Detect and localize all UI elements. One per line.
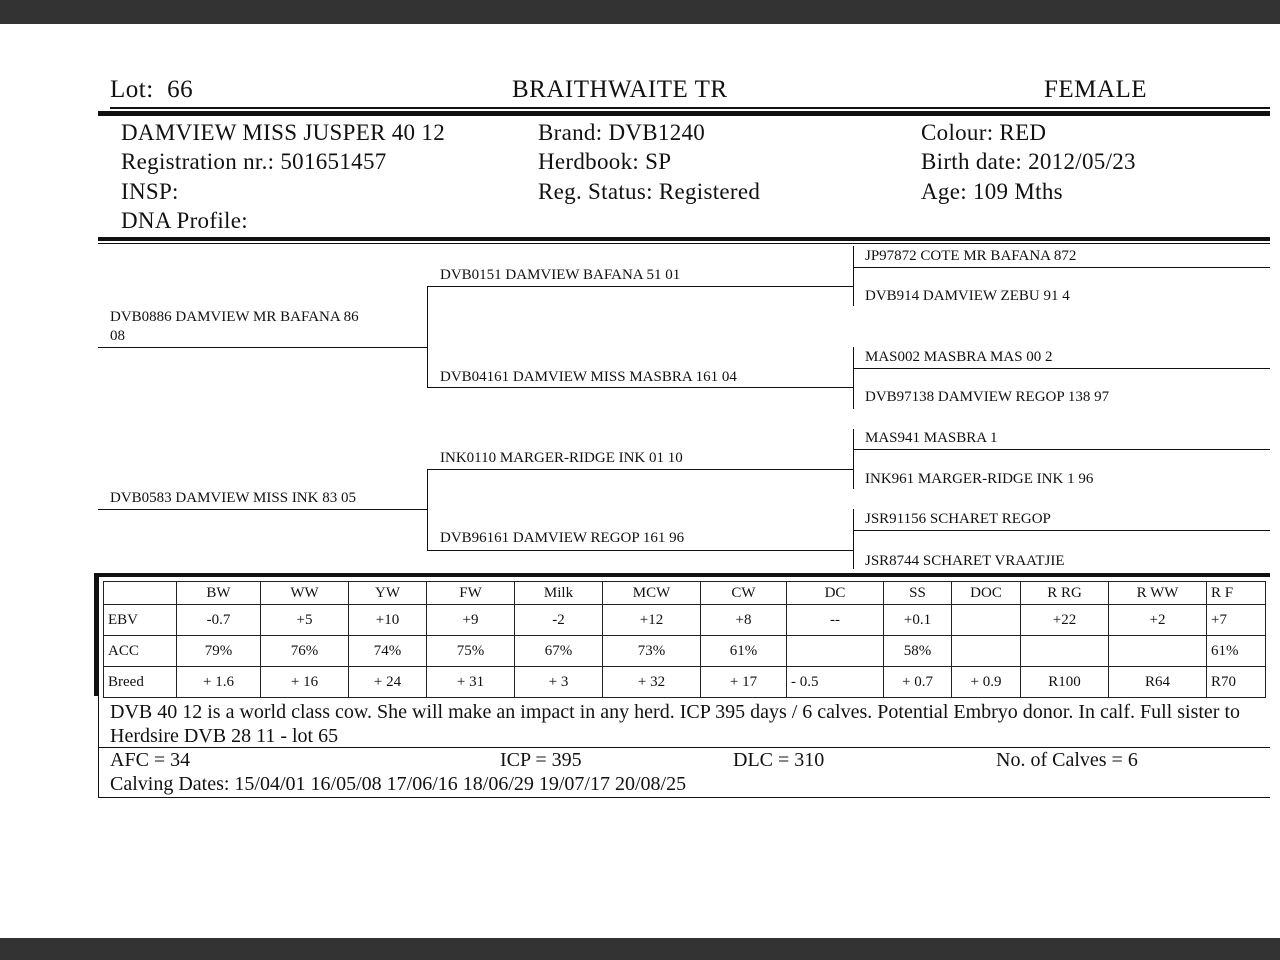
pedigree-sire-sire: DVB0151 DAMVIEW BAFANA 51 01 xyxy=(440,267,681,283)
header-rule-thick xyxy=(98,111,1270,116)
reg-status-field: Reg. Status: Registered xyxy=(538,179,761,204)
dam-bracket xyxy=(427,470,428,550)
calves-stat: No. of Calves = 6 xyxy=(996,749,1138,771)
ggp-8: JSR8744 SCHARET VRAATJIE xyxy=(865,553,1065,569)
colour-field: Colour: RED xyxy=(921,120,1047,145)
sire-underline xyxy=(98,347,428,348)
insp-field: INSP: xyxy=(121,179,179,204)
ebv-cell: 79% xyxy=(177,636,261,667)
ebv-row-label: ACC xyxy=(104,636,177,667)
ebv-cell: + 0.9 xyxy=(952,667,1021,698)
ebv-header-cell: R F xyxy=(1207,582,1266,605)
ebv-cell: +9 xyxy=(427,605,515,636)
icp-stat: ICP = 395 xyxy=(500,749,582,771)
pedigree-sire-dam: DVB04161 DAMVIEW MISS MASBRA 161 04 xyxy=(440,369,737,385)
ebv-cell: 58% xyxy=(884,636,952,667)
ggp-bracket-4 xyxy=(853,509,854,569)
ebv-cell: 67% xyxy=(515,636,603,667)
calving-dates: Calving Dates: 15/04/01 16/05/08 17/06/16 18/06/29 19/07/17 20/08/25 xyxy=(110,773,687,795)
ebv-header-cell: Milk xyxy=(515,582,603,605)
lot-label xyxy=(110,76,193,104)
ggp-1: JP97872 COTE MR BAFANA 872 xyxy=(865,248,1077,264)
ebv-row-breed xyxy=(104,667,1266,698)
sire-bracket xyxy=(427,286,428,387)
ebv-header-cell: R WW xyxy=(1109,582,1207,605)
ebv-header-cell: DC xyxy=(787,582,884,605)
details-rule-thick xyxy=(98,237,1270,241)
brand-field: Brand: DVB1240 xyxy=(538,120,706,145)
ebv-header-cell: R RG xyxy=(1021,582,1109,605)
ebv-cell: R100 xyxy=(1021,667,1109,698)
ggp-7-underline xyxy=(853,530,1270,531)
ebv-cell: -- xyxy=(787,605,884,636)
dam-dam-underline xyxy=(427,550,853,551)
ebv-header-cell: MCW xyxy=(603,582,701,605)
ggp-bracket-2 xyxy=(853,347,854,409)
ebv-row-acc xyxy=(104,636,1266,667)
ebv-cell xyxy=(787,636,884,667)
ebv-cell: 73% xyxy=(603,636,701,667)
ebv-header-cell xyxy=(104,582,177,605)
ebv-header-cell: DOC xyxy=(952,582,1021,605)
ebv-cell: 61% xyxy=(1207,636,1266,667)
ggp-3: MAS002 MASBRA MAS 00 2 xyxy=(865,349,1053,365)
dlc-stat: DLC = 310 xyxy=(733,749,825,771)
ebv-cell: +12 xyxy=(603,605,701,636)
pedigree-dam-dam: DVB96161 DAMVIEW REGOP 161 96 xyxy=(440,530,685,546)
ebv-header-cell: YW xyxy=(349,582,427,605)
ggp-5-underline xyxy=(853,449,1270,450)
details-rule-thin xyxy=(98,243,1270,244)
registration-number: Registration nr.: 501651457 xyxy=(121,149,387,174)
ebv-cell: 61% xyxy=(701,636,787,667)
ggp-bracket-3 xyxy=(853,429,854,489)
ebv-cell: -0.7 xyxy=(177,605,261,636)
ggp-7: JSR91156 SCHARET REGOP xyxy=(865,511,1051,527)
ggp-1-underline xyxy=(853,267,1270,268)
sire-dam-underline xyxy=(427,387,853,388)
pedigree-sire: DVB0886 DAMVIEW MR BAFANA 86 08 xyxy=(110,309,359,344)
ebv-cell: + 0.7 xyxy=(884,667,952,698)
ebv-row-label: EBV xyxy=(104,605,177,636)
top-bar xyxy=(0,0,1280,24)
ebv-cell xyxy=(1109,636,1207,667)
ebv-cell: - 0.5 xyxy=(787,667,884,698)
afc-stat: AFC = 34 xyxy=(110,749,191,771)
ebv-cell: + 16 xyxy=(261,667,349,698)
ggp-bracket-1 xyxy=(853,246,854,306)
ebv-header-cell: FW xyxy=(427,582,515,605)
animal-name: DAMVIEW MISS JUSPER 40 12 xyxy=(121,120,446,145)
lot-label-text: Lot: xyxy=(110,76,154,103)
pedigree-dam-sire: INK0110 MARGER-RIDGE INK 01 10 xyxy=(440,450,683,466)
dam-underline xyxy=(98,509,428,510)
ebv-cell: +8 xyxy=(701,605,787,636)
ebv-cell: +5 xyxy=(261,605,349,636)
ggp-6: INK961 MARGER-RIDGE INK 1 96 xyxy=(865,471,1094,487)
dna-profile-field: DNA Profile: xyxy=(121,208,248,233)
dam-sire-underline xyxy=(427,469,853,470)
ebv-row-label: Breed xyxy=(104,667,177,698)
ebv-top-rule xyxy=(94,573,1270,577)
herdbook-field: Herdbook: SP xyxy=(538,149,672,174)
ebv-cell: +2 xyxy=(1109,605,1207,636)
sire-sire-underline xyxy=(427,286,853,287)
lot-number: 66 xyxy=(167,76,194,103)
ebv-cell xyxy=(952,636,1021,667)
ebv-cell: 75% xyxy=(427,636,515,667)
ebv-cell: + 24 xyxy=(349,667,427,698)
ggp-3-underline xyxy=(853,368,1270,369)
ebv-cell: + 31 xyxy=(427,667,515,698)
ggp-4: DVB97138 DAMVIEW REGOP 138 97 xyxy=(865,389,1110,405)
lot-comment: DVB 40 12 is a world class cow. She will make an impact in any herd. ICP 395 days / 6 calves. Potential Embryo donor. In calf. Full sister to Herdsire DVB 28 11 - lot 65 xyxy=(110,701,1240,747)
breeder-name: BRAITHWAITE TR xyxy=(512,76,728,103)
ggp-2: DVB914 DAMVIEW ZEBU 91 4 xyxy=(865,288,1070,304)
ebv-cell: 76% xyxy=(261,636,349,667)
ebv-header-cell: BW xyxy=(177,582,261,605)
ebv-cell: +22 xyxy=(1021,605,1109,636)
ebv-cell: +10 xyxy=(349,605,427,636)
notes-bottom-rule xyxy=(98,797,1270,798)
lot-page xyxy=(0,24,1280,938)
ebv-cell: -2 xyxy=(515,605,603,636)
bottom-bar xyxy=(0,938,1280,960)
ebv-left-rule xyxy=(94,573,99,696)
ebv-cell xyxy=(952,605,1021,636)
age-field: Age: 109 Mths xyxy=(921,179,1063,204)
ebv-cell: +7 xyxy=(1207,605,1266,636)
ebv-cell: + 1.6 xyxy=(177,667,261,698)
sex-label: FEMALE xyxy=(1044,76,1147,103)
ebv-header-cell: SS xyxy=(884,582,952,605)
ebv-header-row xyxy=(104,582,1266,605)
ggp-5: MAS941 MASBRA 1 xyxy=(865,430,998,446)
ebv-cell xyxy=(1021,636,1109,667)
ebv-header-cell: CW xyxy=(701,582,787,605)
ebv-row-ebv xyxy=(104,605,1266,636)
ebv-table xyxy=(103,581,1266,698)
ebv-cell: +0.1 xyxy=(884,605,952,636)
ebv-cell: + 17 xyxy=(701,667,787,698)
ebv-cell: 74% xyxy=(349,636,427,667)
comment-underline xyxy=(98,747,1270,748)
ebv-cell: + 32 xyxy=(603,667,701,698)
header-rule-thin xyxy=(110,107,1270,109)
ebv-cell: + 3 xyxy=(515,667,603,698)
ebv-cell: R70 xyxy=(1207,667,1266,698)
pedigree-dam: DVB0583 DAMVIEW MISS INK 83 05 xyxy=(110,490,356,506)
birth-date-field: Birth date: 2012/05/23 xyxy=(921,149,1136,174)
ebv-cell: R64 xyxy=(1109,667,1207,698)
ebv-header-cell: WW xyxy=(261,582,349,605)
